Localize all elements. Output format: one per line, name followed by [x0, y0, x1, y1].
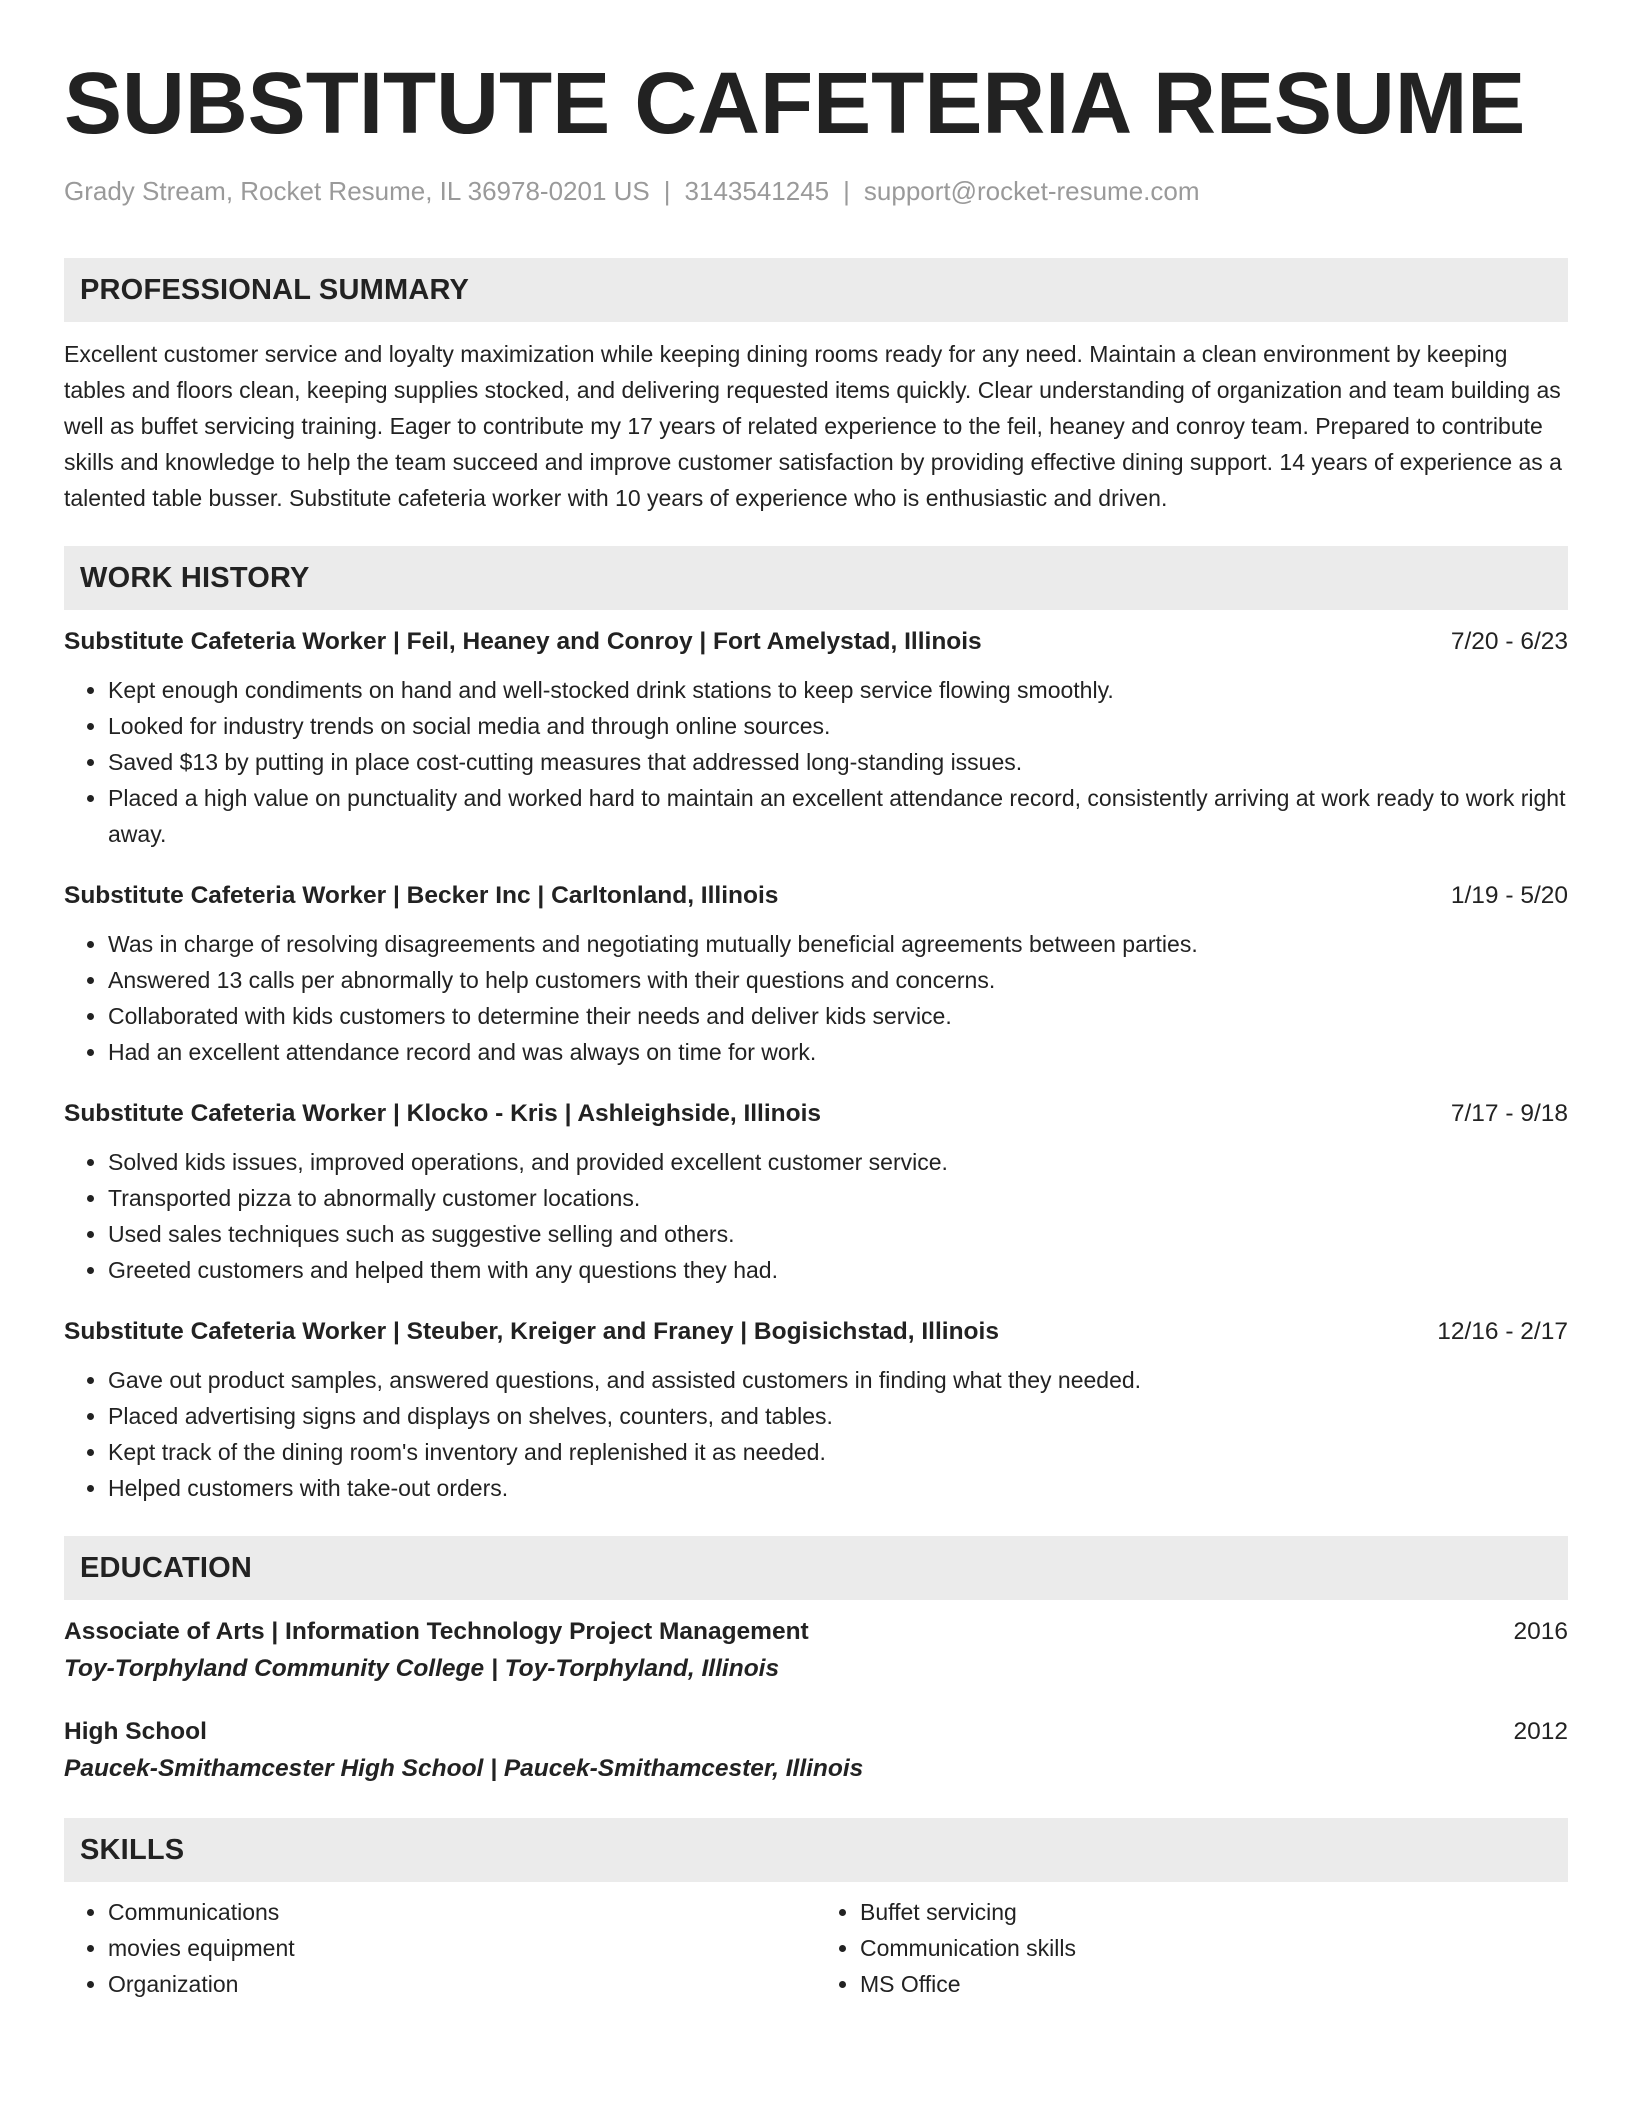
job-bullet-list [64, 672, 1568, 852]
job-bullet: • Collaborated with kids customers to determine their needs and deliver kids service. [108, 998, 1568, 1034]
education-entry [64, 1614, 1568, 1688]
job-bullet: • Kept enough condiments on hand and well-stocked drink stations to keep service flowing smoothly. [108, 672, 1568, 708]
work-history-list [64, 624, 1568, 1506]
education-school: Toy-Torphyland Community College | Toy-Torphyland, Illinois [64, 1655, 780, 1682]
contact-separator: | [843, 176, 850, 206]
job-bullet: • Gave out product samples, answered questions, and assisted customers in finding what they needed. [108, 1362, 1568, 1398]
job-bullet: • Helped customers with take-out orders. [108, 1470, 1568, 1506]
section-heading-skills: SKILLS [64, 1818, 1568, 1882]
job-bullet: • Solved kids issues, improved operations, and provided excellent customer service. [108, 1144, 1568, 1180]
job-bullet: • Kept track of the dining room's inventory and replenished it as needed. [108, 1434, 1568, 1470]
education-degree: High School [64, 1718, 207, 1745]
contact-address: Grady Stream, Rocket Resume, IL 36978-0201 US [64, 176, 650, 206]
education-degree: Associate of Arts | Information Technology Project Management [64, 1618, 809, 1645]
section-heading-education: EDUCATION [64, 1536, 1568, 1600]
job-dates: 7/17 - 9/18 [1450, 1100, 1568, 1127]
job-bullet: • Placed advertising signs and displays on shelves, counters, and tables. [108, 1398, 1568, 1434]
job-entry [64, 1096, 1568, 1288]
education-year: 2016 [1513, 1618, 1568, 1645]
job-dates: 12/16 - 2/17 [1437, 1318, 1568, 1345]
skill-item: • Communication skills [860, 1930, 1568, 1966]
skill-item: • MS Office [860, 1966, 1568, 2002]
skills-column-left [64, 1894, 816, 2002]
job-bullet: • Transported pizza to abnormally customer locations. [108, 1180, 1568, 1216]
skill-item: • Communications [108, 1894, 816, 1930]
education-header [64, 1714, 1568, 1750]
job-entry [64, 878, 1568, 1070]
job-entry [64, 1314, 1568, 1506]
contact-phone: 3143541245 [684, 176, 830, 206]
job-bullet-list [64, 1144, 1568, 1288]
job-header [64, 1096, 1568, 1132]
summary-text: Excellent customer service and loyalty maximization while keeping dining rooms ready for any need. Maintain a clean environment by keeping tables and floors clean, keeping supplies stocked, and delivering requested items quickly. Clear understanding of organization and team building as well as buffet servicing training. Eager to contribute my 17 years of related experience to the feil, heaney and conroy team. Prepared to contribute skills and knowledge to help the team succeed and improve customer satisfaction by providing effective dining support. 14 years of experience as a talented table busser. Substitute cafeteria worker with 10 years of experience who is enthusiastic and driven. [64, 341, 1562, 511]
education-year: 2012 [1513, 1718, 1568, 1745]
job-title: Substitute Cafeteria Worker | Steuber, Kreiger and Franey | Bogisichstad, Illinois [64, 1318, 999, 1345]
job-header [64, 878, 1568, 914]
skills-list [64, 1894, 1568, 2002]
education-entry [64, 1714, 1568, 1788]
job-bullet: • Used sales techniques such as suggestive selling and others. [108, 1216, 1568, 1252]
job-bullet: • Greeted customers and helped them with any questions they had. [108, 1252, 1568, 1288]
job-title: Substitute Cafeteria Worker | Klocko - Kris | Ashleighside, Illinois [64, 1100, 822, 1127]
job-bullet: • Had an excellent attendance record and was always on time for work. [108, 1034, 1568, 1070]
job-dates: 7/20 - 6/23 [1450, 628, 1568, 655]
job-header [64, 624, 1568, 660]
education-school: Paucek-Smithamcester High School | Paucek-Smithamcester, Illinois [64, 1755, 864, 1782]
section-heading-summary: PROFESSIONAL SUMMARY [64, 258, 1568, 322]
job-bullet: • Placed a high value on punctuality and worked hard to maintain an excellent attendance record, consistently arriving at work ready to work right away. [108, 780, 1568, 852]
job-header [64, 1314, 1568, 1350]
skill-item: • Buffet servicing [860, 1894, 1568, 1930]
skills-column-right [816, 1894, 1568, 2002]
contact-email: support@rocket-resume.com [863, 176, 1200, 206]
contact-separator: | [663, 176, 671, 206]
job-bullet: • Was in charge of resolving disagreements and negotiating mutually beneficial agreements between parties. [108, 926, 1568, 962]
job-dates: 1/19 - 5/20 [1450, 882, 1568, 909]
job-entry [64, 624, 1568, 852]
job-bullet: • Looked for industry trends on social media and through online sources. [108, 708, 1568, 744]
skill-item: • movies equipment [108, 1930, 816, 1966]
job-title: Substitute Cafeteria Worker | Feil, Heaney and Conroy | Fort Amelystad, Illinois [64, 628, 982, 655]
job-bullet-list [64, 926, 1568, 1070]
job-bullet-list [64, 1362, 1568, 1506]
job-bullet: • Answered 13 calls per abnormally to help customers with their questions and concerns. [108, 962, 1568, 998]
skill-item: • Organization [108, 1966, 816, 2002]
section-heading-work-history: WORK HISTORY [64, 546, 1568, 610]
job-bullet: • Saved $13 by putting in place cost-cutting measures that addressed long-standing issues. [108, 744, 1568, 780]
education-header [64, 1614, 1568, 1650]
job-title: Substitute Cafeteria Worker | Becker Inc | Carltonland, Illinois [64, 882, 779, 909]
contact-line [64, 174, 1568, 208]
resume-title: SUBSTITUTE CAFETERIA RESUME [64, 55, 1526, 152]
education-list [64, 1614, 1568, 1788]
